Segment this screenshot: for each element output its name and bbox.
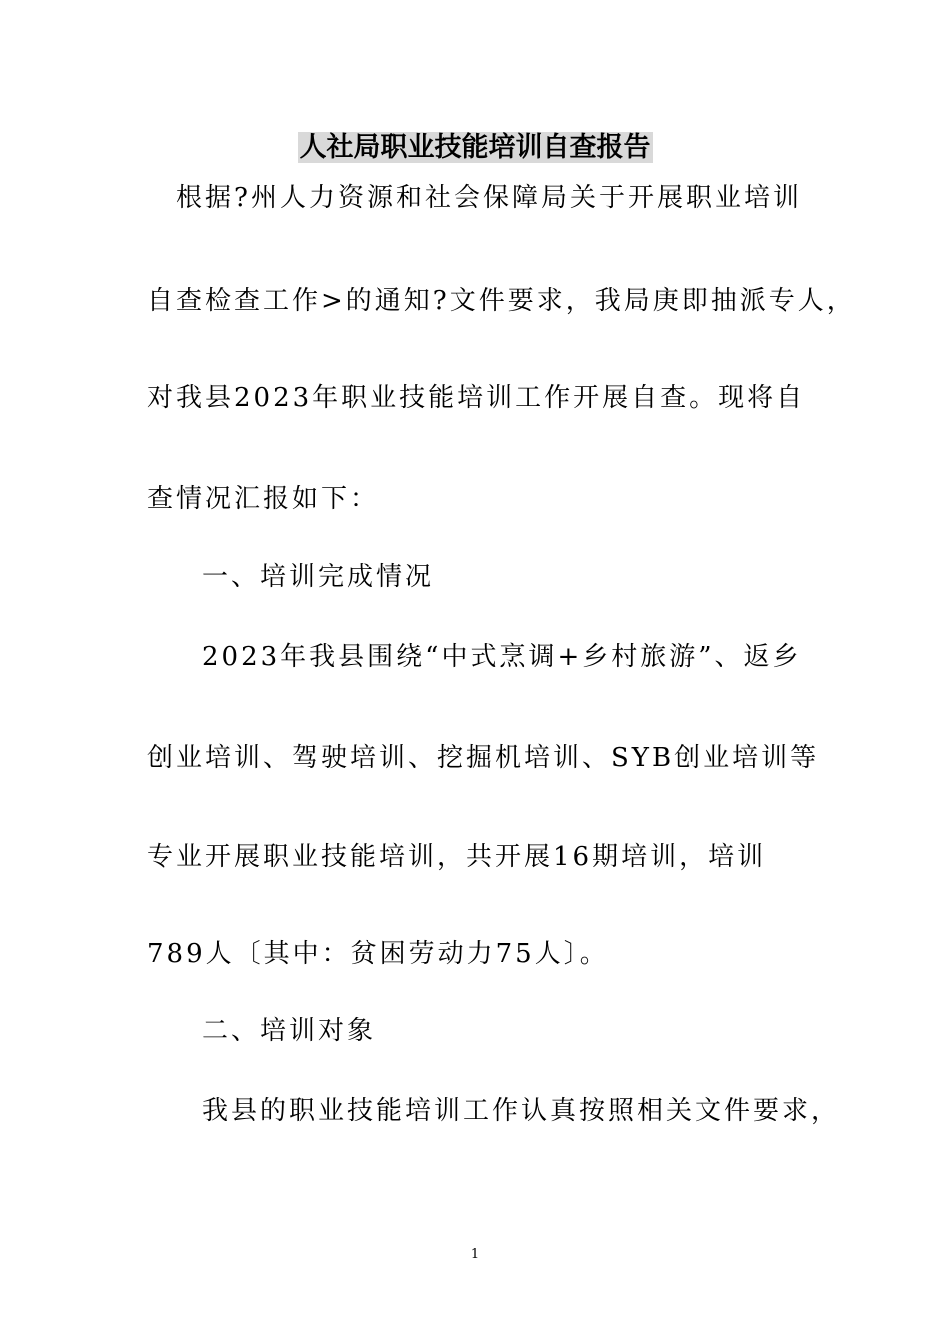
paragraph-line: 我县的职业技能培训工作认真按照相关文件要求，	[202, 1096, 841, 1126]
section-heading: 一、培训完成情况	[202, 562, 435, 592]
paragraph-line: 自查检查工作>的通知?文件要求，我局庚即抽派专人，	[147, 286, 856, 316]
paragraph-line: 根据?州人力资源和社会保障局关于开展职业培训	[176, 183, 802, 213]
paragraph-line: 创业培训、驾驶培训、挖掘机培训、SYB创业培训等	[147, 743, 820, 773]
document-title	[0, 128, 950, 168]
paragraph-line: 2023年我县围绕“中式烹调+乡村旅游”、返乡	[202, 642, 802, 672]
section-heading: 二、培训对象	[202, 1016, 377, 1046]
document-title-text: 人社局职业技能培训自查报告	[299, 132, 651, 163]
paragraph-line: 789人〔其中：贫困劳动力75人〕。	[147, 939, 609, 969]
page-number: 1	[470, 1247, 480, 1262]
paragraph-line: 对我县2023年职业技能培训工作开展自查。现将自	[147, 383, 806, 413]
paragraph-line: 专业开展职业技能培训，共开展16期培训，培训	[147, 842, 767, 872]
paragraph-line: 查情况汇报如下：	[147, 484, 380, 514]
